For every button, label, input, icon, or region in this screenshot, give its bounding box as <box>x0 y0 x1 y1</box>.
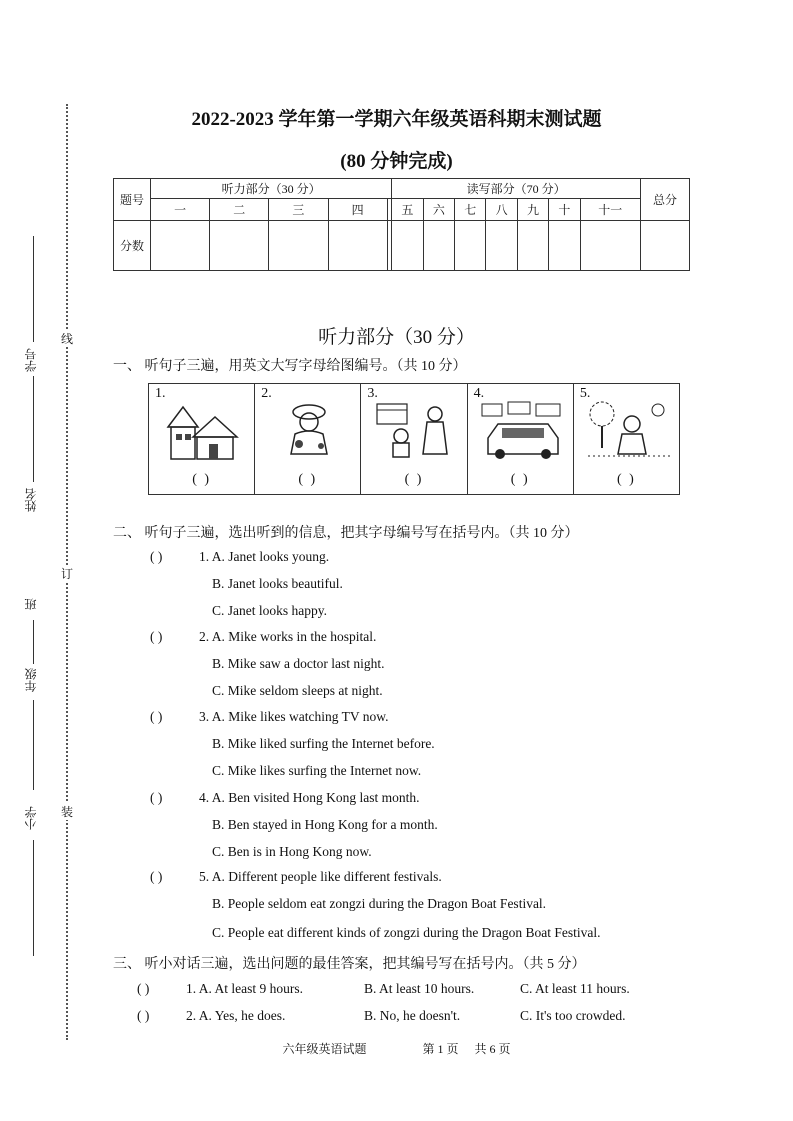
row-label-question: 题号 <box>114 179 151 221</box>
score-cell[interactable] <box>328 221 387 271</box>
picture-number: 3. <box>367 386 378 401</box>
column-header: 八 <box>486 199 517 221</box>
option-b: B. Mike saw a doctor last night. <box>212 656 385 671</box>
option-a: 1. A. At least 9 hours. <box>186 981 303 996</box>
staple-mark: 订 <box>60 567 73 581</box>
option-c: C. It's too crowded. <box>520 1008 626 1023</box>
score-cell[interactable] <box>423 221 454 271</box>
picture-3 <box>361 384 467 494</box>
answer-bracket[interactable]: ( ) <box>404 472 424 487</box>
part3-heading: 三、 听小对话三遍，选出问题的最佳答案，把其编号写在括号内。（共 5 分） <box>113 957 586 972</box>
name-label: 姓名 <box>24 488 38 512</box>
answer-bracket[interactable]: ( ) <box>150 629 163 644</box>
child-tree-icon <box>584 398 674 460</box>
footer-page: 第 1 页 <box>422 1042 459 1056</box>
answer-bracket[interactable]: ( ) <box>510 472 530 487</box>
option-a: 2. A. Mike works in the hospital. <box>199 629 377 644</box>
child-eating-icon <box>269 400 349 460</box>
school-label: 小学 <box>24 806 38 830</box>
option-b: B. No, he doesn't. <box>364 1008 461 1023</box>
part2-heading: 二、 听句子三遍，选出听到的信息，把其字母编号写在括号内。（共 10 分） <box>113 526 579 541</box>
column-header: 六 <box>423 199 454 221</box>
option-a: 5. A. Different people like different festivals. <box>199 869 442 884</box>
score-cell[interactable] <box>455 221 486 271</box>
answer-bracket[interactable]: ( ) <box>137 1008 150 1023</box>
answer-bracket[interactable]: ( ) <box>617 472 636 487</box>
answer-bracket[interactable]: ( ) <box>150 790 163 805</box>
total-cell[interactable] <box>641 221 690 271</box>
column-header: 五 <box>392 199 423 221</box>
footer-total-pages: 共 6 页 <box>474 1042 511 1056</box>
column-header: 二 <box>210 199 269 221</box>
part1-heading: 一、 听句子三遍，用英文大写字母给图编号。（共 10 分） <box>113 359 467 374</box>
score-table <box>113 178 690 271</box>
class-blank[interactable] <box>33 620 34 664</box>
score-cell[interactable] <box>392 221 423 271</box>
picture-number: 5. <box>579 386 591 401</box>
answer-bracket[interactable]: ( ) <box>192 472 212 487</box>
option-c: C. Mike seldom sleeps at night. <box>212 683 383 698</box>
page-footer <box>0 1040 793 1057</box>
option-c: C. Ben is in Hong Kong now. <box>212 844 372 859</box>
picture-strip <box>148 383 680 495</box>
picture-number: 4. <box>473 386 485 401</box>
picture-5 <box>574 384 679 494</box>
writing-group-header: 读写部分（70 分） <box>392 179 641 199</box>
footer-subject: 六年级英语试题 <box>282 1042 367 1056</box>
score-cell[interactable] <box>486 221 517 271</box>
picture-2 <box>255 384 361 494</box>
option-a: 1. A. Janet looks young. <box>199 549 330 564</box>
picture-number: 1. <box>155 386 166 401</box>
picture-1 <box>149 384 255 494</box>
column-header: 七 <box>455 199 486 221</box>
line-mark: 线 <box>60 332 73 346</box>
student-no-label: 学号 <box>24 348 38 372</box>
score-cell[interactable] <box>269 221 328 271</box>
score-cell[interactable] <box>517 221 548 271</box>
school-blank[interactable] <box>33 840 34 956</box>
answer-bracket[interactable]: ( ) <box>298 472 318 487</box>
option-a: 2. A. Yes, he does. <box>186 1008 286 1023</box>
bind-mark: 装 <box>60 805 73 819</box>
score-cell[interactable] <box>580 221 640 271</box>
option-b: B. People seldom eat zongzi during the Dragon Boat Festival. <box>212 896 547 911</box>
option-b: B. Mike liked surfing the Internet before. <box>212 736 435 751</box>
column-header: 十 <box>549 199 580 221</box>
score-cell[interactable] <box>151 221 210 271</box>
listening-section-title: 听力部分（30 分） <box>318 327 475 348</box>
option-c: C. At least 11 hours. <box>520 981 630 996</box>
column-header: 十一 <box>580 199 640 221</box>
option-b: B. Ben stayed in Hong Kong for a month. <box>212 817 438 832</box>
exam-title: 2022-2023 学年第一学期六年级英语科期末测试题 <box>191 109 602 130</box>
grade-label: 年级 <box>24 668 38 692</box>
class-label: 班 <box>24 598 38 610</box>
exam-subtitle: (80 分钟完成) <box>340 151 453 172</box>
column-header: 一 <box>151 199 210 221</box>
option-b: B. At least 10 hours. <box>364 981 475 996</box>
score-cell[interactable] <box>549 221 580 271</box>
option-c: C. People eat different kinds of zongzi during the Dragon Boat Festival. <box>212 925 601 940</box>
column-header: 四 <box>328 199 387 221</box>
answer-bracket[interactable]: ( ) <box>150 709 163 724</box>
listening-group-header: 听力部分（30 分） <box>151 179 392 199</box>
option-c: C. Mike likes surfing the Internet now. <box>212 763 422 778</box>
answer-bracket[interactable]: ( ) <box>150 869 163 884</box>
score-cell[interactable] <box>210 221 269 271</box>
option-a: 4. A. Ben visited Hong Kong last month. <box>199 790 420 805</box>
answer-bracket[interactable]: ( ) <box>137 981 150 996</box>
option-c: C. Janet looks happy. <box>212 603 327 618</box>
grade-blank[interactable] <box>33 700 34 790</box>
traffic-jam-icon <box>478 398 568 460</box>
picture-number: 2. <box>261 386 272 401</box>
calendar-kids-icon <box>371 398 461 462</box>
picture-4 <box>468 384 574 494</box>
option-b: B. Janet looks beautiful. <box>212 576 343 591</box>
column-header: 九 <box>517 199 548 221</box>
house-icon <box>163 402 243 462</box>
name-blank[interactable] <box>33 376 34 482</box>
total-header: 总分 <box>641 179 690 221</box>
option-a: 3. A. Mike likes watching TV now. <box>199 709 389 724</box>
row-label-score: 分数 <box>114 221 151 271</box>
column-header: 三 <box>269 199 328 221</box>
answer-bracket[interactable]: ( ) <box>150 549 163 564</box>
